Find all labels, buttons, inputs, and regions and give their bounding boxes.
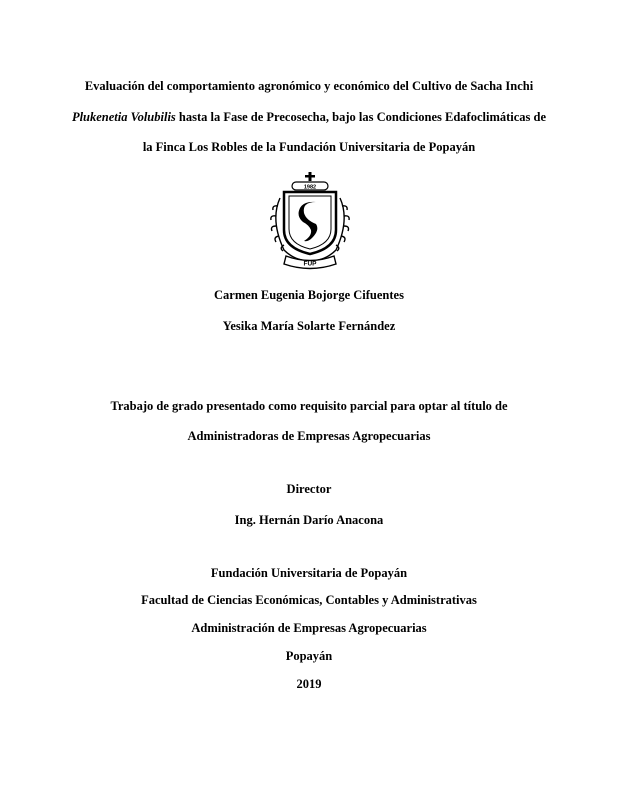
author-1: Carmen Eugenia Bojorge Cifuentes bbox=[214, 288, 404, 302]
city: Popayán bbox=[285, 649, 333, 663]
university-crest-icon bbox=[262, 172, 358, 272]
program-name: Administración de Empresas Agropecuarias bbox=[191, 621, 427, 635]
crest-banner-text: FUP bbox=[303, 260, 317, 268]
faculty-name: Facultad de Ciencias Económicas, Contables y Administrativas bbox=[141, 593, 477, 607]
title-line-2-rest: hasta la Fase de Precosecha, bajo las Condiciones Edafoclimáticas de bbox=[175, 110, 547, 124]
cross-icon bbox=[305, 172, 315, 181]
title-line-1: Evaluación del comportamiento agronómico y económico del Cultivo de Sacha Inchi bbox=[84, 79, 534, 93]
crest-year: 1982 bbox=[303, 184, 317, 191]
year: 2019 bbox=[296, 677, 322, 691]
degree-line-2: Administradoras de Empresas Agropecuarias bbox=[187, 429, 431, 443]
university-name: Fundación Universitaria de Popayán bbox=[210, 566, 408, 580]
author-2: Yesika María Solarte Fernández bbox=[222, 319, 396, 333]
director-name: Ing. Hernán Darío Anacona bbox=[234, 513, 384, 527]
title-line-2 bbox=[0, 109, 618, 125]
degree-line-1: Trabajo de grado presentado como requisito parcial para optar al título de bbox=[110, 399, 508, 413]
title-line-3: la Finca Los Robles de la Fundación Universitaria de Popayán bbox=[142, 140, 476, 154]
species-name: Plukenetia Volubilis bbox=[71, 110, 176, 124]
director-label: Director bbox=[286, 482, 332, 496]
